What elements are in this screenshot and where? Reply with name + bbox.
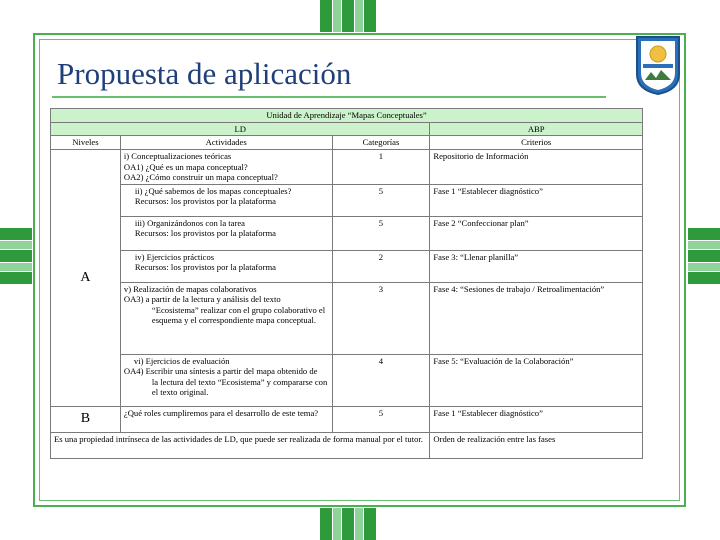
table-footer-row (51, 432, 643, 458)
column-header-criterios: Criterios (430, 136, 643, 150)
activity-cell: v) Realización de mapas colaborativos OA3) a partir de la lectura y análisis del texto “Ecosistema” realizar con el grupo colaborativo el esquema y el correspondiente mapa conceptual. (120, 282, 332, 354)
criteria-cell: Repositorio de Información (430, 150, 643, 185)
criteria-cell: Fase 4: “Sesiones de trabajo / Retroalimentación” (430, 282, 643, 354)
table-row (51, 282, 643, 354)
table-row (51, 406, 643, 432)
category-cell: 4 (332, 354, 430, 406)
criteria-cell: Fase 1 “Establecer diagnóstico” (430, 184, 643, 216)
table-row (51, 150, 643, 185)
criteria-cell: Fase 2 “Confeccionar plan” (430, 216, 643, 250)
category-cell: 3 (332, 282, 430, 354)
slide-title: Propuesta de aplicación (57, 56, 352, 91)
level-b-label: B (51, 406, 121, 432)
category-cell: 1 (332, 150, 430, 185)
criteria-cell: Fase 3: “Llenar planilla” (430, 250, 643, 282)
activity-cell: iv) Ejercicios prácticos Recursos: los provistos por la plataforma (120, 250, 332, 282)
group-header-abp: ABP (430, 122, 643, 136)
footer-note: Es una propiedad intrínseca de las actividades de LD, que puede ser realizada de forma manual por el tutor. (51, 432, 430, 458)
column-header-categorias: Categorías (332, 136, 430, 150)
category-cell: 2 (332, 250, 430, 282)
table-row (51, 184, 643, 216)
table-row (51, 354, 643, 406)
activity-cell: vi) Ejercicios de evaluación OA4) Escribir una síntesis a partir del mapa obtenido de la lectura del texto “Ecosistema” y compararse con el texto original. (120, 354, 332, 406)
university-logo (633, 34, 683, 96)
footer-criteria-note: Orden de realización entre las fases (430, 432, 643, 458)
category-cell: 5 (332, 216, 430, 250)
category-cell: 5 (332, 406, 430, 432)
level-a-label: A (51, 150, 121, 407)
table-row (51, 250, 643, 282)
criteria-cell: Fase 5: “Evaluación de la Colaboración” (430, 354, 643, 406)
group-header-ld: LD (51, 122, 430, 136)
table-caption: Unidad de Aprendizaje “Mapas Conceptuales” (51, 109, 643, 123)
category-cell: 5 (332, 184, 430, 216)
activity-cell: ¿Qué roles cumpliremos para el desarrollo de este tema? (120, 406, 332, 432)
column-header-niveles: Niveles (51, 136, 121, 150)
activity-cell: ii) ¿Qué sabemos de los mapas conceptuales? Recursos: los provistos por la plataforma (120, 184, 332, 216)
column-header-actividades: Actividades (120, 136, 332, 150)
table-row (51, 216, 643, 250)
activity-cell: i) Conceptualizaciones teóricas OA1) ¿Qué es un mapa conceptual? OA2) ¿Cómo construir un mapa conceptual? (120, 150, 332, 185)
learning-unit-table (50, 108, 643, 459)
criteria-cell: Fase 1 “Establecer diagnóstico” (430, 406, 643, 432)
activity-cell: iii) Organizándonos con la tarea Recursos: los provistos por la plataforma (120, 216, 332, 250)
title-divider (52, 96, 606, 98)
